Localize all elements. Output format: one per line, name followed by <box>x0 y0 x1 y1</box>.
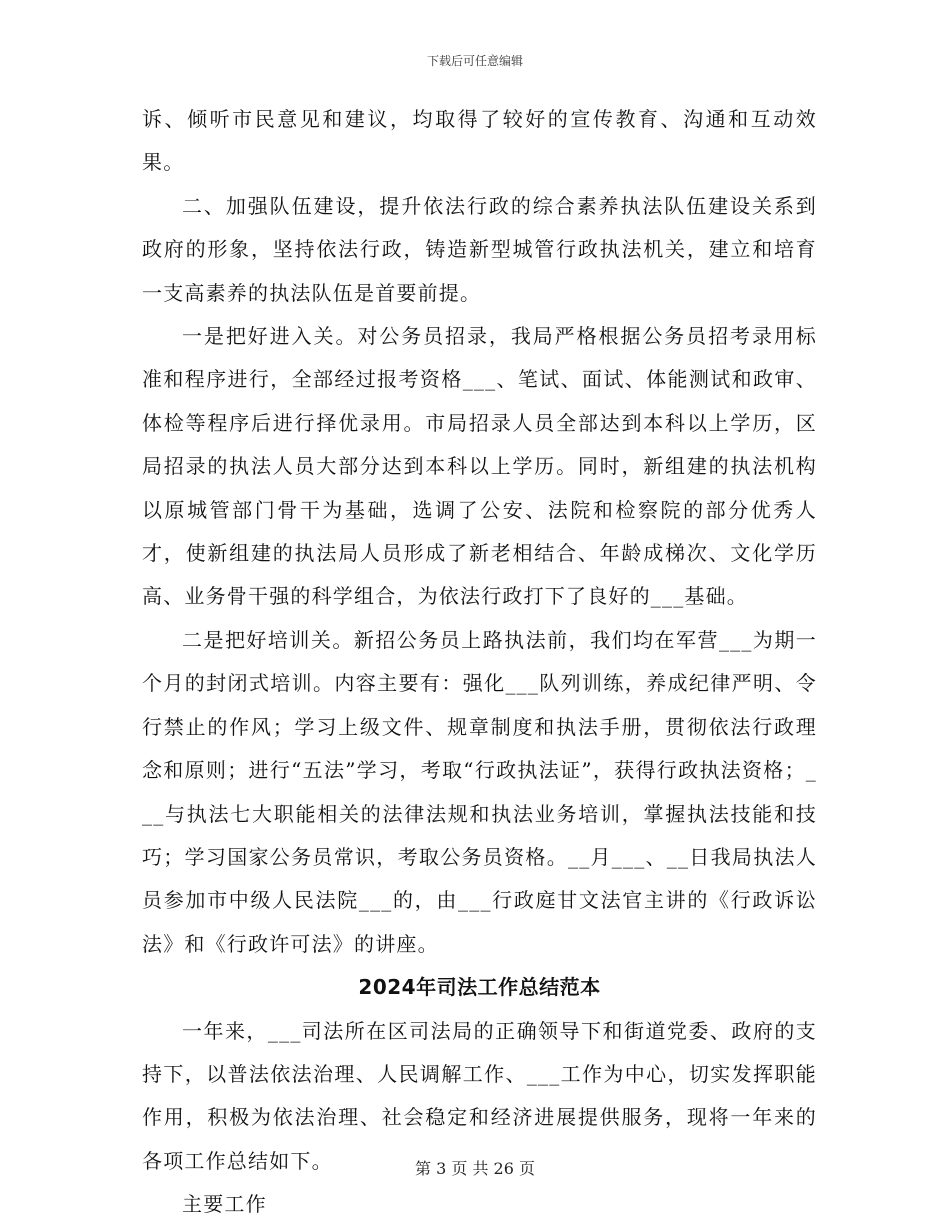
paragraph-training-control: 二是把好培训关。新招公务员上路执法前，我们均在军营___为期一个月的封闭式培训。内容主要有：强化___队列训练，养成纪律严明、令行禁止的作风；学习上级文件、规章制度和执法手册，贯彻依法行政理念和原则；进行“五法”学习，考取“行政执法证”，获得行政执法资格；___与执法七大职能相关的法律法规和执法业务培训，掌握执法技能和技巧；学习国家公务员常识，考取公务员资格。__月___、__日我局执法人员参加市中级人民法院___的，由___行政庭甘文法官主讲的《行政诉讼法》和《行政许可法》的讲座。 <box>142 627 817 956</box>
paragraph-continuation: 诉、倾听市民意见和建议，均取得了较好的宣传教育、沟通和互动效果。 <box>142 107 817 175</box>
page-number: 第 3 页 共 26 页 <box>415 1159 535 1178</box>
paragraph-entry-control: 一是把好进入关。对公务员招录，我局严格根据公务员招考录用标准和程序进行，全部经过报考资格___、笔试、面试、体能测试和政审、体检等程序后进行择优录用。市局招录人员全部达到本科以上学历，区局招录的执法人员大部分达到本科以上学历。同时，新组建的执法机构以原城管部门骨干为基础，选调了公安、法院和检察院的部分优秀人才，使新组建的执法局人员形成了新老相结合、年龄成梯次、文化学历高、业务骨干强的科学组合，为依法行政打下了良好的___基础。 <box>142 324 817 609</box>
document-body <box>142 98 817 1227</box>
paragraph-intro: 一年来，___司法所在区司法局的正确领导下和街道党委、政府的支持下，以普法依法治理、人民调解工作、___工作为中心，切实发挥职能作用，积极为依法治理、社会稳定和经济进展提供服务，现将一年来的各项工作总结如下。 <box>142 1018 817 1173</box>
document-title: 2024年司法工作总结范本 <box>358 975 601 1000</box>
paragraph-section-two: 二、加强队伍建设，提升依法行政的综合素养执法队伍建设关系到政府的形象，坚持依法行政，铸造新型城管行政执法机关，建立和培育一支高素养的执法队伍是首要前提。 <box>142 193 817 305</box>
section-heading-main-work: 主要工作 <box>182 1192 267 1217</box>
page-header: 下载后可任意编辑 <box>426 54 523 68</box>
